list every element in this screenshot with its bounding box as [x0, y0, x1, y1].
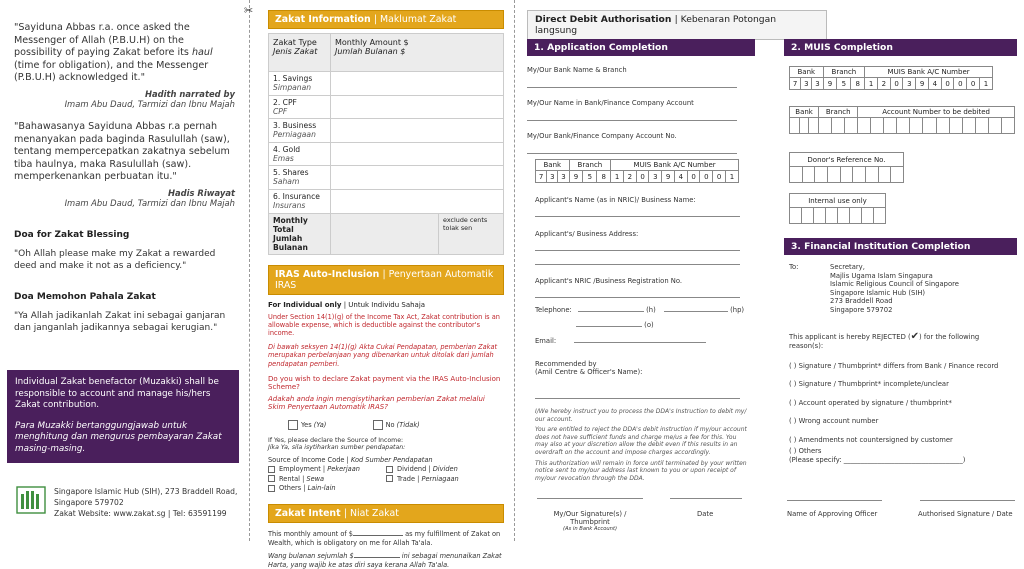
debit-account-grid: Bank Branch Account Number to be debited — [789, 106, 1015, 134]
table-row: 1. Savings Simpanan — [269, 72, 504, 96]
muzakki-notice-english: Individual Zakat benefactor (Muzakki) shall be responsible to account and manage his/hers Zakat contribution. — [15, 377, 219, 411]
iras-question-malay: Adakah anda ingin mengisytiharkan pemberian Zakat melalui Skim Penyertaan Automatik IRAS? — [268, 394, 485, 412]
financial-institution-section — [784, 238, 1017, 255]
signature-field[interactable] — [537, 498, 643, 499]
email-row: Email: — [535, 337, 706, 345]
rental-checkbox[interactable] — [268, 475, 275, 482]
rejection-reasons-list — [789, 357, 998, 449]
zakat-intent-english: This monthly amount of $ as my fulfillment of Zakat on Wealth, which is obligatory on me for Allah Ta'ala. — [268, 530, 501, 547]
applicant-nric-field[interactable] — [535, 297, 740, 298]
telephone-home-field[interactable] — [578, 311, 644, 312]
approving-officer-label: Name of Approving Officer — [787, 510, 878, 518]
intent-amount-field[interactable] — [353, 535, 403, 536]
hadith-quote-english: "Sayiduna Abbas r.a. once asked the Messenger of Allah (P.B.U.H) on the possibility of paying Zakat before its haul (time for obligation), and the Messenger (P.B.U.H) acknowledged it." — [14, 22, 213, 84]
contact-footer — [16, 486, 241, 519]
tax-section-note: Under Section 14(1)(g) of the Income Tax Act, Zakat contribution is an allowable expense, which is deductible against the contributor's income. — [268, 312, 500, 338]
employment-option[interactable]: Employment | Pekerjaan — [268, 465, 386, 473]
scissors-icon: ✂ — [244, 4, 254, 17]
iras-header: IRAS Auto-Inclusion | Penyertaan Automatik IRAS — [268, 265, 504, 295]
table-row: 2. CPF CPF — [269, 95, 504, 119]
gold-amount-field[interactable] — [331, 142, 504, 166]
table-row: 4. Gold Emas — [269, 142, 504, 166]
footer-address-line2: Singapore 579702 — [54, 498, 124, 507]
doa-heading-malay: Doa Memohon Pahala Zakat — [14, 291, 156, 302]
account-number-field[interactable] — [527, 153, 737, 154]
checkmark-icon: ✔ — [910, 331, 920, 342]
hadith-attribution-malay: Hadis Riwayat Imam Abu Daud, Tarmizi dan Ibnu Majah — [64, 187, 235, 208]
source-income-options — [268, 465, 504, 492]
telephone-office-row: (o) — [576, 321, 654, 329]
authorised-signature-field[interactable] — [920, 500, 1015, 501]
exclude-cents-note: exclude cents tolak sen — [439, 213, 504, 254]
application-completion-header: 1. Application Completion — [527, 39, 755, 56]
application-completion-section — [527, 39, 755, 154]
list-item[interactable]: ( ) Account operated by signature / thumbprint* — [789, 398, 952, 407]
donor-reference-grid: Donor's Reference No. — [789, 152, 904, 183]
signature-label: My/Our Signature(s) / Thumbprint (As in Bank Account) — [553, 510, 627, 532]
shares-amount-field[interactable] — [331, 166, 504, 190]
muzakki-notice-malay: Para Muzakki bertanggungjawab untuk menghitung dan mengurus pembayaran Zakat masing-masing. — [15, 420, 222, 454]
telephone-row: Telephone: (h) (hp) — [535, 306, 745, 314]
doa-heading-english: Doa for Zakat Blessing — [14, 229, 130, 240]
others-option[interactable]: Others | Lain-lain — [268, 484, 386, 492]
approving-officer-field[interactable] — [787, 500, 882, 501]
others-reason[interactable]: ( ) Others (Please specify: ___________________________________) — [789, 447, 966, 464]
source-income-instruction: If Yes, please declare the Source of Income: Jika Ya, sila isytiharkan sumber pendapatan: — [268, 436, 406, 452]
no-checkbox[interactable] — [373, 420, 383, 430]
date-field[interactable] — [670, 498, 742, 499]
footer-address-line1: Singapore Islamic Hub (SIH), 273 Braddell Road, — [54, 487, 238, 496]
zakat-amount-table — [268, 33, 504, 255]
iras-question: Do you wish to declare Zakat payment via the IRAS Auto-Inclusion Scheme? — [268, 375, 501, 392]
financial-institution-header: 3. Financial Institution Completion — [784, 238, 1017, 255]
email-field[interactable] — [574, 342, 706, 343]
tax-section-note-malay: Di bawah seksyen 14(1)(g) Akta Cukai Pendapatan, pemberian Zakat merupakan perbelanjaan yang dibenarkan untuk ditolak dari jumlah pendapatan pemberi. — [268, 342, 498, 368]
left-panel — [0, 0, 250, 541]
to-label: To: — [789, 263, 799, 271]
date-label: Date — [697, 510, 714, 518]
zakat-information-header: Zakat Information | Maklumat Zakat — [268, 10, 504, 29]
zakat-intent-malay: Wang bulanan sejumlah $ ini sebagai menunaikan Zakat Harta, yang wajib ke atas diri saya kerana Allah Ta'ala. — [268, 552, 502, 569]
muis-completion-header: 2. MUIS Completion — [784, 39, 1017, 56]
muis-account-grid: Bank Branch MUIS Bank A/C Number 7 3 3 9 5 8 1 2 0 3 9 4 0 0 0 1 — [535, 159, 739, 183]
muis-account-grid-2: Bank Branch MUIS Bank A/C Number 7 3 3 9 5 8 1 2 0 3 9 4 0 0 0 1 — [789, 66, 993, 90]
trade-checkbox[interactable] — [386, 475, 393, 482]
yes-no-options: Yes (Ya) No (Tidak) — [268, 420, 504, 430]
footer-contact-line: Zakat Website: www.zakat.sg | Tel: 63591199 — [54, 509, 227, 518]
rejection-statement: This applicant is hereby REJECTED (✔) for the following reason(s): — [789, 331, 980, 350]
dda-title-bar: Direct Debit Authorisation | Kebenaran Potongan langsung — [527, 10, 827, 40]
monthly-total-field[interactable] — [331, 213, 439, 254]
dda-instructions: I/We hereby instruct you to process the DDA's Instruction to debit my/ our account. You are entitled to reject the DDA's debit instruction if my/our account does not have sufficient funds and charge me/us a fee for this. You may also at your discretion allow the debit even if this results in an overdraft on the account and impose charges accordingly. This authorization will remain in force until terminated by your written notice sent to my/our address last known to you or upon receipt of my/our revocation through the DDA. — [535, 408, 747, 482]
applicant-details — [535, 196, 750, 298]
list-item[interactable]: ( ) Wrong account number — [789, 417, 879, 426]
savings-amount-field[interactable] — [331, 72, 504, 96]
list-item[interactable]: ( ) Signature / Thumbprint* incomplete/unclear — [789, 380, 949, 389]
hadith-quote-malay: "Bahawasanya Sayiduna Abbas r.a pernah menanyakan pada baginda Rasulullah (saw), tentang mempercepatkan zakatnya sebelum tiba haulnya, maka Rasulullah (saw). memperkenankan perbuatan itu." — [14, 120, 230, 183]
applicant-nric-label: Applicant's NRIC /Business Registration No. — [535, 277, 683, 285]
others-checkbox[interactable] — [268, 485, 275, 492]
insurance-amount-field[interactable] — [331, 189, 504, 213]
dividend-checkbox[interactable] — [386, 466, 393, 473]
internal-use-grid: Internal use only — [789, 193, 886, 224]
account-name-field[interactable] — [527, 120, 737, 121]
zakat-form-panel — [250, 0, 515, 569]
intent-amount-field-malay[interactable] — [354, 557, 400, 558]
telephone-office-field[interactable] — [576, 326, 642, 327]
authorised-signature-label: Authorised Signature / Date — [918, 510, 1013, 518]
hadith-attribution-english: Hadith narrated by Imam Abu Daud, Tarmizi dan Ibnu Majah — [64, 88, 235, 109]
individual-only-label: For Individual only | Untuk Individu Sahaja — [268, 300, 426, 309]
trade-option[interactable]: Trade | Perniagaan — [386, 475, 496, 483]
applicant-address-label: Applicant's/ Business Address: — [535, 230, 639, 238]
monthly-amount-header: Monthly Amount $ Jumlah Bulanan $ — [331, 34, 504, 72]
bank-name-label: My/Our Bank Name & Branch — [527, 66, 627, 74]
cpf-amount-field[interactable] — [331, 95, 504, 119]
muzakki-notice-box — [7, 370, 239, 463]
business-amount-field[interactable] — [331, 119, 504, 143]
monthly-total-row: Monthly Total Jumlah Bulanan exclude cents tolak sen — [269, 213, 504, 254]
applicant-address-field[interactable] — [535, 250, 740, 251]
source-income-header: Source of Income Code | Kod Sumber Pendapatan — [268, 455, 433, 464]
muis-logo-icon — [16, 486, 46, 514]
list-item[interactable]: ( ) Amendments not countersigned by customer — [789, 435, 953, 444]
zakat-type-header: Zakat Type Jenis Zakat — [269, 34, 331, 72]
muis-address: Secretary, Majlis Ugama Islam Singapura Islamic Religious Council of Singapore Singapore Islamic Hub (SIH) 273 Braddell Road Singapore 579702 — [830, 263, 959, 314]
applicant-name-field[interactable] — [535, 216, 740, 217]
table-row: 6. Insurance Insurans — [269, 189, 504, 213]
account-name-label: My/Our Name in Bank/Finance Company Account — [527, 99, 694, 107]
table-row: 3. Business Perniagaan — [269, 119, 504, 143]
recommended-by-field[interactable] — [535, 398, 740, 399]
doa-text-english: "Oh Allah please make my Zakat a rewarded deed and make it not as a deficiency." — [14, 248, 216, 271]
muis-completion-section — [784, 39, 1017, 56]
applicant-name-label: Applicant's Name (as in NRIC)/ Business Name: — [535, 196, 696, 204]
telephone-mobile-field[interactable] — [664, 311, 728, 312]
rental-option[interactable]: Rental | Sewa — [268, 475, 386, 483]
employment-checkbox[interactable] — [268, 466, 275, 473]
doa-text-malay: "Ya Allah jadikanlah Zakat ini sebagai ganjaran dan janganlah jadikannya sebagai kerugian." — [14, 310, 226, 333]
yes-checkbox[interactable] — [288, 420, 298, 430]
zakat-intent-header: Zakat Intent | Niat Zakat — [268, 504, 504, 523]
recommended-by: Recommended by (Amil Centre & Officer's Name): — [535, 360, 750, 399]
account-number-label: My/Our Bank/Finance Company Account No. — [527, 132, 677, 140]
bank-name-field[interactable] — [527, 87, 737, 88]
table-row: 5. Shares Saham — [269, 166, 504, 190]
dividend-option[interactable]: Dividend | Dividen — [386, 465, 496, 473]
list-item[interactable]: ( ) Signature / Thumbprint* differs from Bank / Finance record — [789, 362, 999, 370]
applicant-address-field-2[interactable] — [535, 264, 740, 265]
